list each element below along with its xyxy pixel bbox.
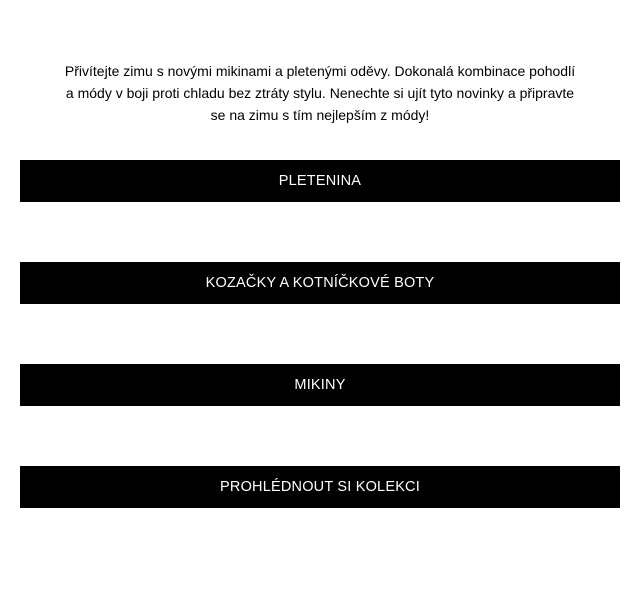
hoodies-button[interactable]: MIKINY	[20, 364, 620, 406]
knitwear-button[interactable]: PLETENINA	[20, 160, 620, 202]
browse-collection-button[interactable]: PROHLÉDNOUT SI KOLEKCI	[20, 466, 620, 508]
boots-button[interactable]: KOZAČKY A KOTNÍČKOVÉ BOTY	[20, 262, 620, 304]
intro-text: Přivítejte zimu s novými mikinami a pletenými oděvy. Dokonalá kombinace pohodlí a módy v boji proti chladu bez ztráty stylu. Nenechte si ujít tyto novinky a připravte se na zimu s tím nejlepším z módy!	[64, 63, 576, 123]
